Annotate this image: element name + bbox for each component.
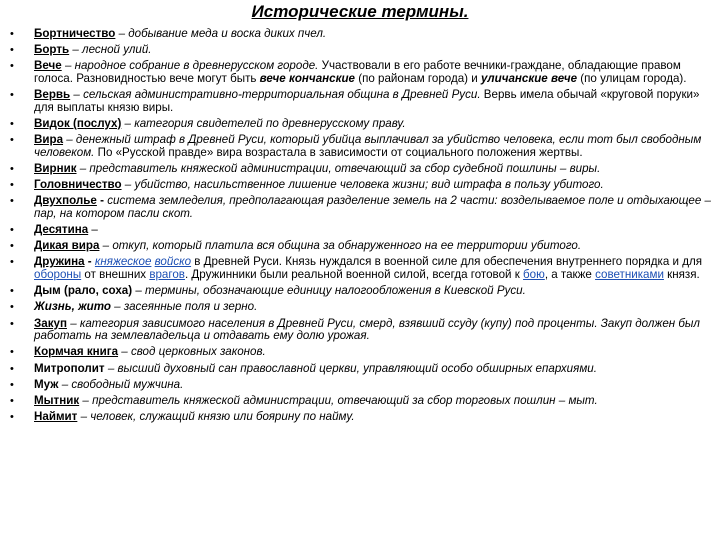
definition: свободный мужчина. [71, 377, 184, 391]
definition: денежный штраф в Древней Руси, который убийца выплачивал за убийство человека, если тот был свободным человеком. [34, 133, 702, 159]
bullet: • [10, 224, 14, 237]
bullet: • [10, 256, 14, 269]
list-item: • Дикая вира – откуп, который платила вся община за обнаруженного на ее территории убитого. [10, 239, 582, 253]
term: Наймит [34, 410, 78, 424]
bullet: • [10, 44, 14, 57]
definition: свод церковных законов. [130, 345, 266, 359]
link-knyazheskoe[interactable]: княжеское [94, 255, 152, 269]
bullet: • [10, 195, 14, 208]
term: Вече [34, 59, 62, 73]
bullet: • [10, 378, 14, 391]
list-item: • Головничество – убийство, насильственное лишение человека жизни; вид штрафа в пользу убитого. [10, 178, 604, 192]
bullet: • [10, 89, 14, 102]
term: Дружина [34, 255, 85, 269]
list-item: • Дым (рало, соха) – термины, обозначающие единицу налогообложения в Киевской Руси. [10, 284, 526, 298]
link-oborony[interactable]: обороны [34, 268, 82, 282]
definition: представитель княжеской администрации, отвечающий за сбор судебной пошлины – виры. [89, 161, 601, 175]
term: Муж [34, 377, 59, 391]
definition: система земледелия, предполагающая разделение земель на 2 части: возделываемое поле и отдыхающее – пар, на котором пасли скот. [34, 194, 711, 220]
term-variant: вече кончанские [259, 71, 355, 85]
term: Бортничество [34, 27, 116, 40]
bullet: • [10, 134, 14, 147]
term: Митрополит [34, 361, 105, 375]
list-item: • Муж – свободный мужчина. [10, 377, 184, 391]
definition-extra: Вервь имела обычай «круговой поруки» для выплаты князю виры. [34, 88, 700, 114]
list-item: • Закуп – категория зависимого населения в Древней Руси, смерд, взявший ссуду (купу) под проценты. Закуп должен был работать на землевладельца и отдавать ему долю урожая. [10, 316, 700, 343]
list-item: • Двухполье - система земледелия, предполагающая разделение земель на 2 части: возделываемое поле и отдыхающее – пар, на котором пасли скот. [10, 194, 711, 220]
term: Жизнь, жито [34, 300, 111, 314]
term: Закуп [34, 316, 67, 330]
term: Двухполье [34, 194, 97, 208]
definition-extra: Участвовали в его работе вечники-граждане, обладающие правом голоса. Разновидностью вече могут быть [34, 59, 681, 85]
definition: категория зависимого населения в Древней Руси, смерд, взявший ссуду (купу) под проценты. Закуп должен был работать на землевладельца и отдавать ему долю урожая. [34, 316, 700, 343]
term: Кормчая книга [34, 345, 119, 359]
definition: в Древней Руси. Князь нуждался в военной силе для обеспечения внутреннего порядка и для [191, 255, 703, 269]
definition: сельская административно-территориальная община в Древней Руси. [83, 88, 481, 102]
term: Дикая вира [34, 239, 100, 253]
definition: категория свидетелей по древнерусскому праву. [134, 116, 406, 130]
list-item: • Вервь – сельская административно-территориальная община в Древней Руси. Вервь имела обычай «круговой поруки» для выплаты князю виры. [10, 88, 700, 114]
list-item: • Жизнь, жито – засеянные поля и зерно. [10, 300, 258, 314]
list-item: • Видок (послух) – категория свидетелей по древнерусскому праву. [10, 116, 406, 130]
bullet: • [10, 285, 14, 298]
bullet: • [10, 60, 14, 73]
term: Мытник [34, 393, 80, 407]
definition: человек, служащий князю или боярину по найму. [90, 410, 355, 424]
list-item: • Борть – лесной улий. [10, 43, 152, 57]
list-item: • Митрополит – высший духовный сан православной церкви, управляющий особо обширных епархиями. [10, 361, 597, 375]
bullet: • [10, 346, 14, 359]
definition-extra: По «Русской правде» вира возрастала в зависимости от социального положения жертвы. [94, 145, 583, 159]
bullet: • [10, 117, 14, 130]
bullet: • [10, 301, 14, 314]
definition: добывание меда и воска диких пчел. [128, 27, 327, 40]
definition: лесной улий. [82, 43, 152, 57]
link-voysko[interactable]: войско [154, 255, 192, 269]
bullet: • [10, 317, 14, 330]
list-item: • Вирник – представитель княжеской администрации, отвечающий за сбор судебной пошлины – виры. [10, 161, 601, 175]
definition: откуп, который платила вся община за обнаруженного на ее территории убитого. [112, 239, 582, 253]
list-item: • Мытник – представитель княжеской администрации, отвечающий за сбор торговых пошлин – мыт. [10, 393, 598, 407]
page-title: Исторические термины. [251, 2, 469, 21]
bullet: • [10, 394, 14, 407]
terms-list [0, 28, 716, 427]
bullet: • [10, 28, 14, 40]
term: Борть [34, 43, 70, 57]
definition: термины, обозначающие единицу налогообложения в Киевской Руси. [144, 284, 526, 298]
bullet: • [10, 240, 14, 253]
definition: народное собрание в древнерусском городе. [74, 59, 319, 73]
list-item: • Бортничество – добывание меда и воска диких пчел. [10, 27, 327, 40]
definition: представитель княжеской администрации, отвечающий за сбор торговых пошлин – мыт. [92, 393, 598, 407]
bullet: • [10, 179, 14, 192]
list-item: • Кормчая книга – свод церковных законов. [10, 345, 266, 359]
link-sovetnikami[interactable]: советниками [595, 268, 664, 282]
link-boyu[interactable]: бою [523, 268, 545, 282]
term: Вервь [34, 88, 71, 102]
link-vragov[interactable]: врагов [149, 268, 185, 282]
list-item: • Наймит – человек, служащий князю или боярину по найму. [10, 410, 355, 424]
definition: высший духовный сан православной церкви, управляющий особо обширных епархиями. [117, 361, 597, 375]
bullet: • [10, 162, 14, 175]
term: Вирник [34, 161, 77, 175]
list-item: • Вира – денежный штраф в Древней Руси, который убийца выплачивал за убийство человека, если тот был свободным человеком. По «Русской правде» вира возрастала в зависимости от социального положения жертвы. [10, 133, 702, 159]
term: Дым (рало, соха) [34, 284, 133, 298]
term: Вира [34, 133, 64, 147]
term-variant: уличанские вече [480, 71, 578, 85]
definition: убийство, насильственное лишение человека жизни; вид штрафа в пользу убитого. [134, 178, 604, 192]
bullet: • [10, 362, 14, 375]
list-item: • Десятина – [10, 223, 98, 237]
definition: засеянные поля и зерно. [123, 300, 258, 314]
list-item: • Дружина - княжеское войско в Древней Руси. Князь нуждался в военной силе для обеспечения внутреннего порядка и для обороны от внешних врагов. Дружинники были реальной военной силой, всегда готовой к бою, а также советниками князя. [10, 255, 703, 282]
bullet: • [10, 411, 14, 424]
term: Видок (послух) [34, 116, 122, 130]
term: Головничество [34, 178, 122, 192]
list-item: • Вече – народное собрание в древнерусском городе. Участвовали в его работе вечники-граждане, обладающие правом голоса. Разновидностью вече могут быть вече кончанские (по районам города) и уличанские вече (по улицам города). [10, 59, 687, 85]
term: Десятина [34, 223, 89, 237]
